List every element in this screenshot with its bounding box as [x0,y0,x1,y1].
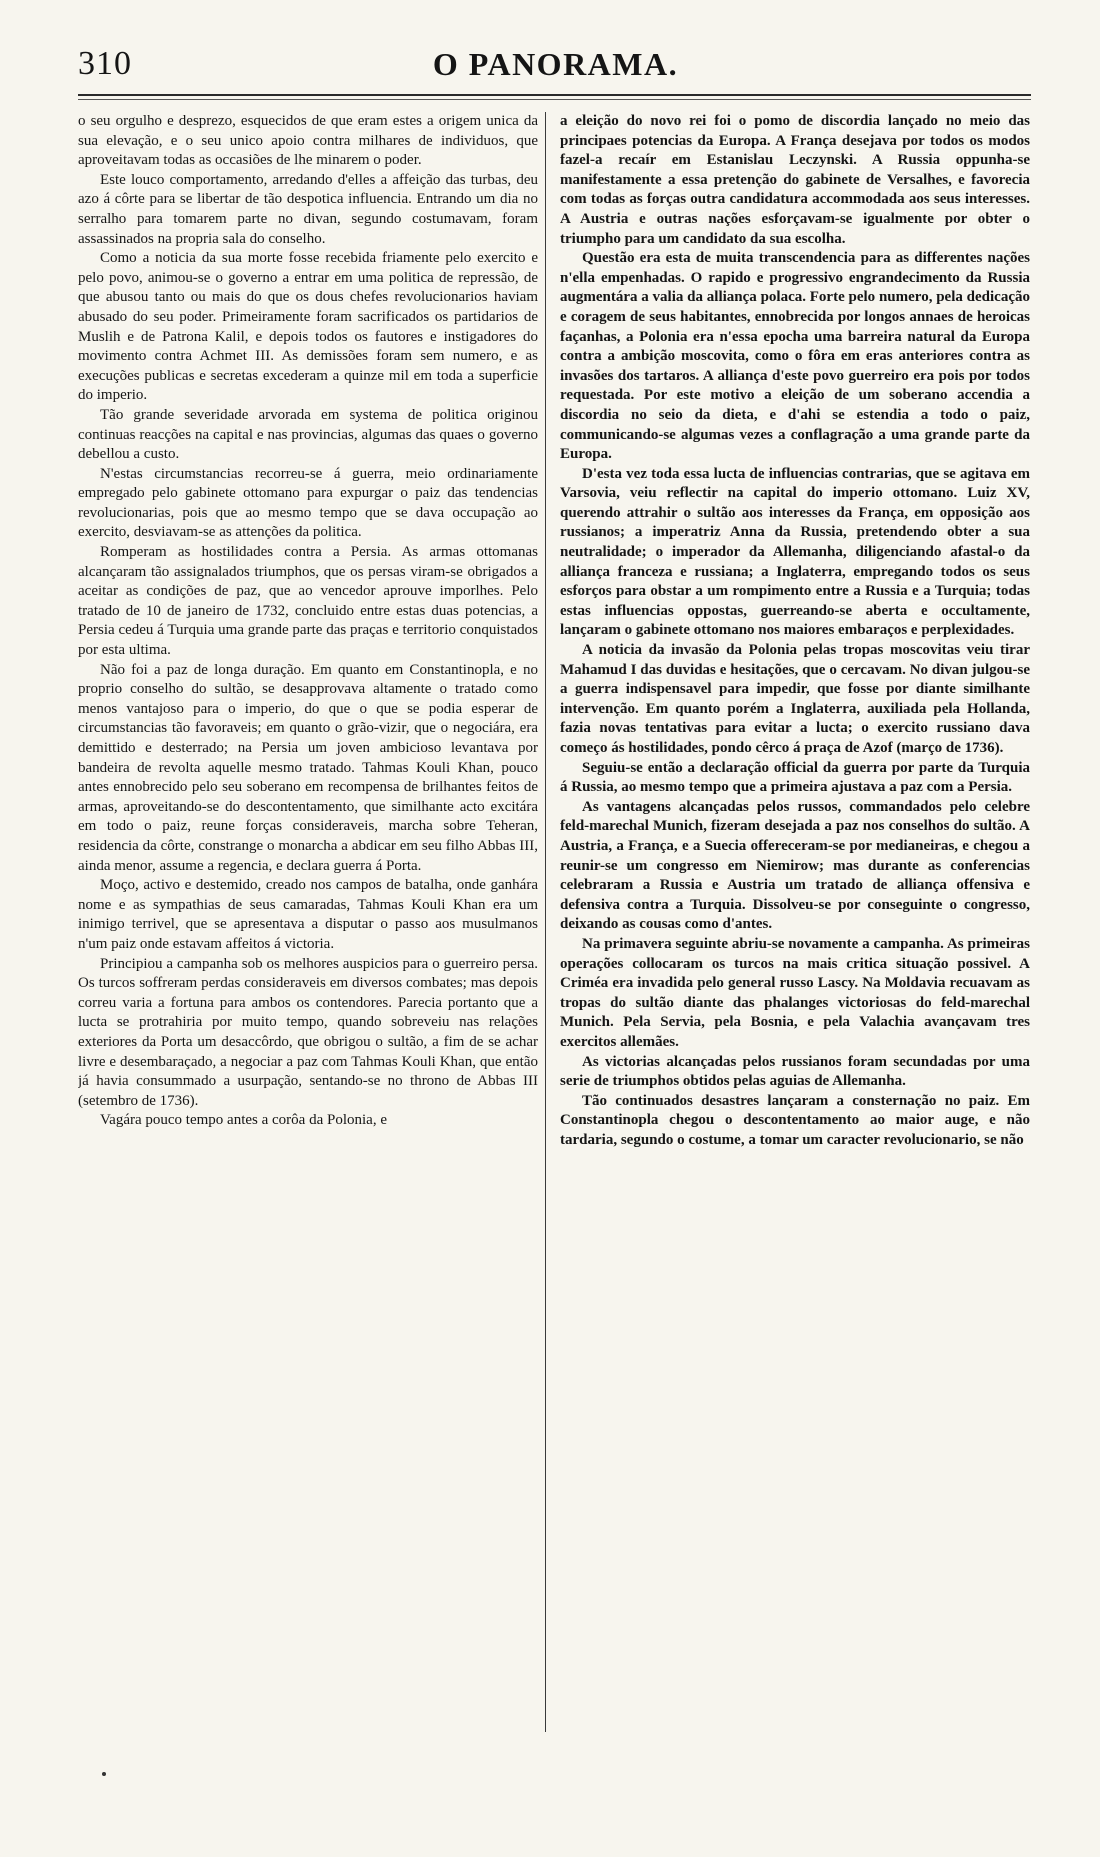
paragraph: Não foi a paz de longa duração. Em quanto em Constantinopla, e no proprio conselho do sultão, se desapprovava altamente o tratado como menos vantajoso para o imperio, do que o que se podia esperar de circumstancias tão favoraveis; em quanto o grão-vizir, que o negociára, era demittido e desterrado; na Persia um joven ambicioso levantava por bandeira de revolta aquelle mesmo tratado. Tahmas Kouli Khan, pouco antes ennobrecido pelo seu soberano em recompensa de brilhantes feitos de armas, aproveitando-se do descontentamento, que similhante acto excitára em todo o paiz, reune forças consideraveis, marcha sobre Teheran, residencia da côrte, constrange o monarcha a abdicar em seu filho Abbas III, ainda menor, assume a regencia, e declara guerra á Porta. [78,661,538,874]
page-header [78,44,1033,92]
paragraph: Questão era esta de muita transcendencia para as differentes nações n'ella empenhadas. O rapido e progressivo engrandecimento da Russia augmentára a valia da alliança polaca. Forte pelo numero, pela dedicação e coragem de seus habitantes, ennobrecida por longos annaes de heroicas façanhas, a Polonia era n'essa epocha uma barreira natural da Europa contra a ambição moscovita, como o fôra em eras anteriores contra as invasões dos tartaros. A alliança d'este povo guerreiro era pois por todos requestada. Por este motivo a eleição de um soberano accendia a discordia no seio da dieta, e d'ahi se estendia a todo o paiz, communicando-se algumas vezes a conflagração a uma grande parte da Europa. [560,250,1030,463]
paragraph: Tão continuados desastres lançaram a consternação no paiz. Em Constantinopla chegou o descontentamento ao maior auge, e não tardaria, segundo o costume, a tomar um caracter revolucionario, se não [560,1092,1030,1148]
paragraph: Como a noticia da sua morte fosse recebida friamente pelo exercito e pelo povo, animou-se o governo a entrar em uma politica de repressão, de que abusou tanto ou mais do que os dous chefes revolucionarios haviam abusado do seu poder. Primeiramente foram sacrificados os partidarios de Muslih e de Patrona Kalil, e depois todos os fautores e instigadores do movimento contra Achmet III. As demissões foram sem numero, e as execuções publicas e secretas excederam a quinze mil em toda a superficie do imperio. [78,250,538,404]
header-rule [78,94,1031,96]
paragraph: Romperam as hostilidades contra a Persia. As armas ottomanas alcançaram tão assignalados triumphos, que os persas viram-se obrigados a aceitar as condições de paz, que ao vencedor aprouve imporlhes. Pelo tratado de 10 de janeiro de 1732, concluido entre estas duas potencias, a Persia cedeu á Turquia uma grande parte das praças e territorio conquistados por esta ultima. [78,544,538,659]
paragraph: o seu orgulho e desprezo, esquecidos de que eram estes a origem unica da sua elevação, e o seu unico apoio contra milhares de individuos, que aproveitavam todas as occasiões de lhe minarem o poder. [78,113,538,169]
paragraph: Tão grande severidade arvorada em systema de politica originou continuas reacções na capital e nas provincias, algumas das quaes o governo debellou a custo. [78,406,538,463]
paragraph: As vantagens alcançadas pelos russos, commandados pelo celebre feld-marechal Munich, fizeram desejada a paz nos conselhos do sultão. A Austria, a França, e a Suecia offereceram-se por medianeiras, e chegou a reunir-se um congresso em Niemirow; mas durante as conferencias celebraram a Russia e Austria um tratado de alliança offensiva e defensiva contra a Turquia. Dissolveu-se por conseguinte o congresso, deixando as cousas como d'antes. [560,798,1030,933]
right-column [560,112,1030,1732]
paragraph: Seguiu-se então a declaração official da guerra por parte da Turquia á Russia, ao mesmo tempo que a primeira ajustava a paz com a Persia. [560,759,1030,796]
left-column [78,112,538,1732]
paragraph: Moço, activo e destemido, creado nos campos de batalha, onde ganhára nome e as sympathias de seus camaradas, Tahmas Kouli Khan era um inimigo terrivel, que se apresentava a disputar o passo aos musulmanos n'um paiz onde estavam affeitos á victoria. [78,877,538,952]
paragraph: As victorias alcançadas pelos russianos foram secundadas por uma serie de triumphos obtidos pelas aguias de Allemanha. [560,1053,1030,1090]
paragraph: A noticia da invasão da Polonia pelas tropas moscovitas veiu tirar Mahamud I das duvidas e hesitações, que o cercavam. No divan julgou-se a guerra indispensavel para impedir, que fosse por diante similhante intervenção. Em quanto porém a Inglaterra, auxiliada pela Hollanda, fazia novas tentativas para evitar a lucta; o exercito russiano dava começo ás hostilidades, pondo cêrco á praça de Azof (março de 1736). [560,642,1030,756]
journal-title: O PANORAMA. [432,46,679,82]
column-divider [545,112,546,1732]
header-rule-thin [78,99,1031,100]
paragraph: D'esta vez toda essa lucta de influencias contrarias, que se agitava em Varsovia, veiu reflectir na capital do imperio ottomano. Luiz XV, querendo attrahir o sultão aos interesses da França, em opposição aos russianos; a imperatriz Anna da Russia, pretendendo obter a sua neutralidade; o imperador da Allemanha, diligenciando afastal-o da alliança franceza e russiana; a Inglaterra, empregando todos os seus esforços para obstar a um rompimento entre a Russia e a Turquia; todas estas influencias oppostas, guerreando-se aberta e occultamente, lançaram o gabinete ottomano nos maiores embaraços e perplexidades. [560,465,1030,639]
paragraph: Na primavera seguinte abriu-se novamente a campanha. As primeiras operações collocaram os turcos na mais critica situação possivel. A Criméa era invadida pelo general russo Lascy. Na Moldavia recuavam as tropas do sultão diante das phalanges victoriosas do feld-marechal Munich. Pela Servia, pela Bosnia, e pela Valachia avançavam tres exercitos allemães. [560,935,1030,1050]
paragraph: Vagára pouco tempo antes a corôa da Polonia, e [100,1112,387,1129]
paragraph: N'estas circumstancias recorreu-se á guerra, meio ordinariamente empregado pelo gabinete ottomano para expurgar o paiz das tendencias revolucionarias, pois que ao mesmo tempo que se dava occupação ao exercito, desviavam-se as attenções da politica. [78,465,538,541]
paragraph: Este louco comportamento, arredando d'elles a affeição das turbas, deu azo á côrte para se libertar de tão despotica influencia. Entrando um dia no serralho para tomarem parte no divan, segundo costumavam, foram assassinados na propria sala do conselho. [78,171,538,247]
page-number: 310 [78,45,132,82]
ink-dot [102,1772,106,1776]
paragraph: Principiou a campanha sob os melhores auspicios para o guerreiro persa. Os turcos soffreram perdas consideraveis em diversos combates; mas depois correu varia a fortuna para ambos os contendores. Parecia portanto que a lucta se protrahiria por muito tempo, quando sobreveiu nas relações exteriores da Porta um desaccôrdo, que obrigou o sultão, a fim de se achar livre e desembaraçado, a negociar a paz com Tahmas Kouli Khan, que então já havia consummado a usurpação, sentando-se no throno de Abbas III (setembro de 1736). [78,955,538,1109]
paragraph: a eleição do novo rei foi o pomo de discordia lançado no meio das principaes potencias da Europa. A França desejava por todos os modos fazel-a recaír em Estanislau Leczynski. A Russia oppunha-se manifestamente a essa pretenção do gabinete de Versalhes, e favorecia com todas as forças outra candidatura accommodada aos seus interesses. A Austria e outras nações esforçavam-se igualmente por obter o triumpho para um candidato da sua escolha. [560,113,1030,247]
